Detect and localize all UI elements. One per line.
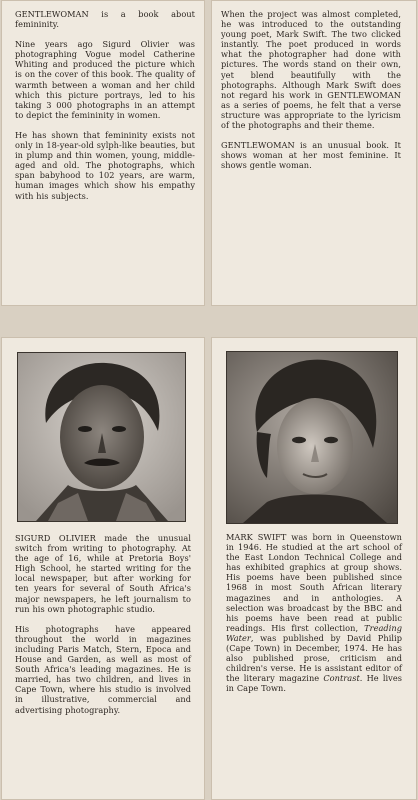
book-title-treading-water: Treading Water [226, 622, 402, 643]
mark-swift-bio [226, 532, 402, 704]
sigurd-olivier-bio [15, 533, 191, 725]
intro-paragraph-1: GENTLEWOMAN is a book about femininity. [15, 9, 195, 30]
magazine-title-contrast: Contrast [323, 673, 360, 684]
project-paragraph-1: When the project was almost completed, he was introduced to the outstanding young poet, Mark Swift. The two clicked instantly. The poet produced in words what the photographer had done with pictures. The words stand on their own, yet blend beautifully with the photographs. Although Mark Swift does not regard his work in GENTLEWOMAN as a series of poems, he felt that a verse structure was appropriate to the lyricism of the photographs and their theme. [221, 9, 401, 131]
intro-column [15, 9, 195, 211]
intro-paragraph-2: Nine years ago Sigurd Olivier was photographing Vogue model Catherine Whiting and produced the picture which is on the cover of this book. The quality of warmth between a woman and her child which this picture portrays, led to his taking 3 000 photographs in an attempt to depict the femininity in women. [15, 39, 195, 120]
mark-swift-portrait [227, 352, 397, 523]
mark-bio-text-a: MARK SWIFT was born in Queenstown in 1946. He studied at the art school of the East London Technical College and has exhibited graphics at group shows. His poems have been published since 1968 in most South African literary magazines and in anthologies. A selection was broadcast by the BBC and his poems have been read at public readings. His first collection, [226, 532, 402, 633]
project-column [221, 9, 401, 180]
mark-bio-paragraph-1 [226, 532, 402, 694]
sigurd-bio-paragraph-2: His photographs have appeared throughout the world in magazines including Paris Match, Stern, Epoca and House and Garden, as well as most of South Africa's leading magazines. He is married, has two children, and lives in Cape Town, where his studio is involved in illustrative, commercial and advertising photography. [15, 623, 191, 715]
sigurd-bio-paragraph-1: SIGURD OLIVIER made the unusual switch from writing to photography. At the age of 16, while at Pretoria Boys' High School, he started writing for the local newspaper, but after working for ten years for several of South Africa's major newspapers, he left journalism to run his own photographic studio. [15, 533, 191, 614]
mark-bio-text-b: , was published by David Philip (Cape Town) in December, 1974. He has also published prose, criticism and children's verse. He is assistant editor of the literary magazine [226, 632, 402, 684]
intro-paragraph-3: He has shown that femininity exists not only in 18-year-old sylph-like beauties, but in plump and thin women, young, middle-aged and old. The photographs, which span babyhood to 102 years, are warm, human images which show his empathy with his subjects. [15, 129, 195, 201]
mark-bio-text-c: . He lives in Cape Town. [226, 673, 402, 694]
project-paragraph-2: GENTLEWOMAN is an unusual book. It shows woman at her most feminine. It shows gentle woman. [221, 140, 401, 171]
sigurd-olivier-portrait [18, 353, 185, 521]
